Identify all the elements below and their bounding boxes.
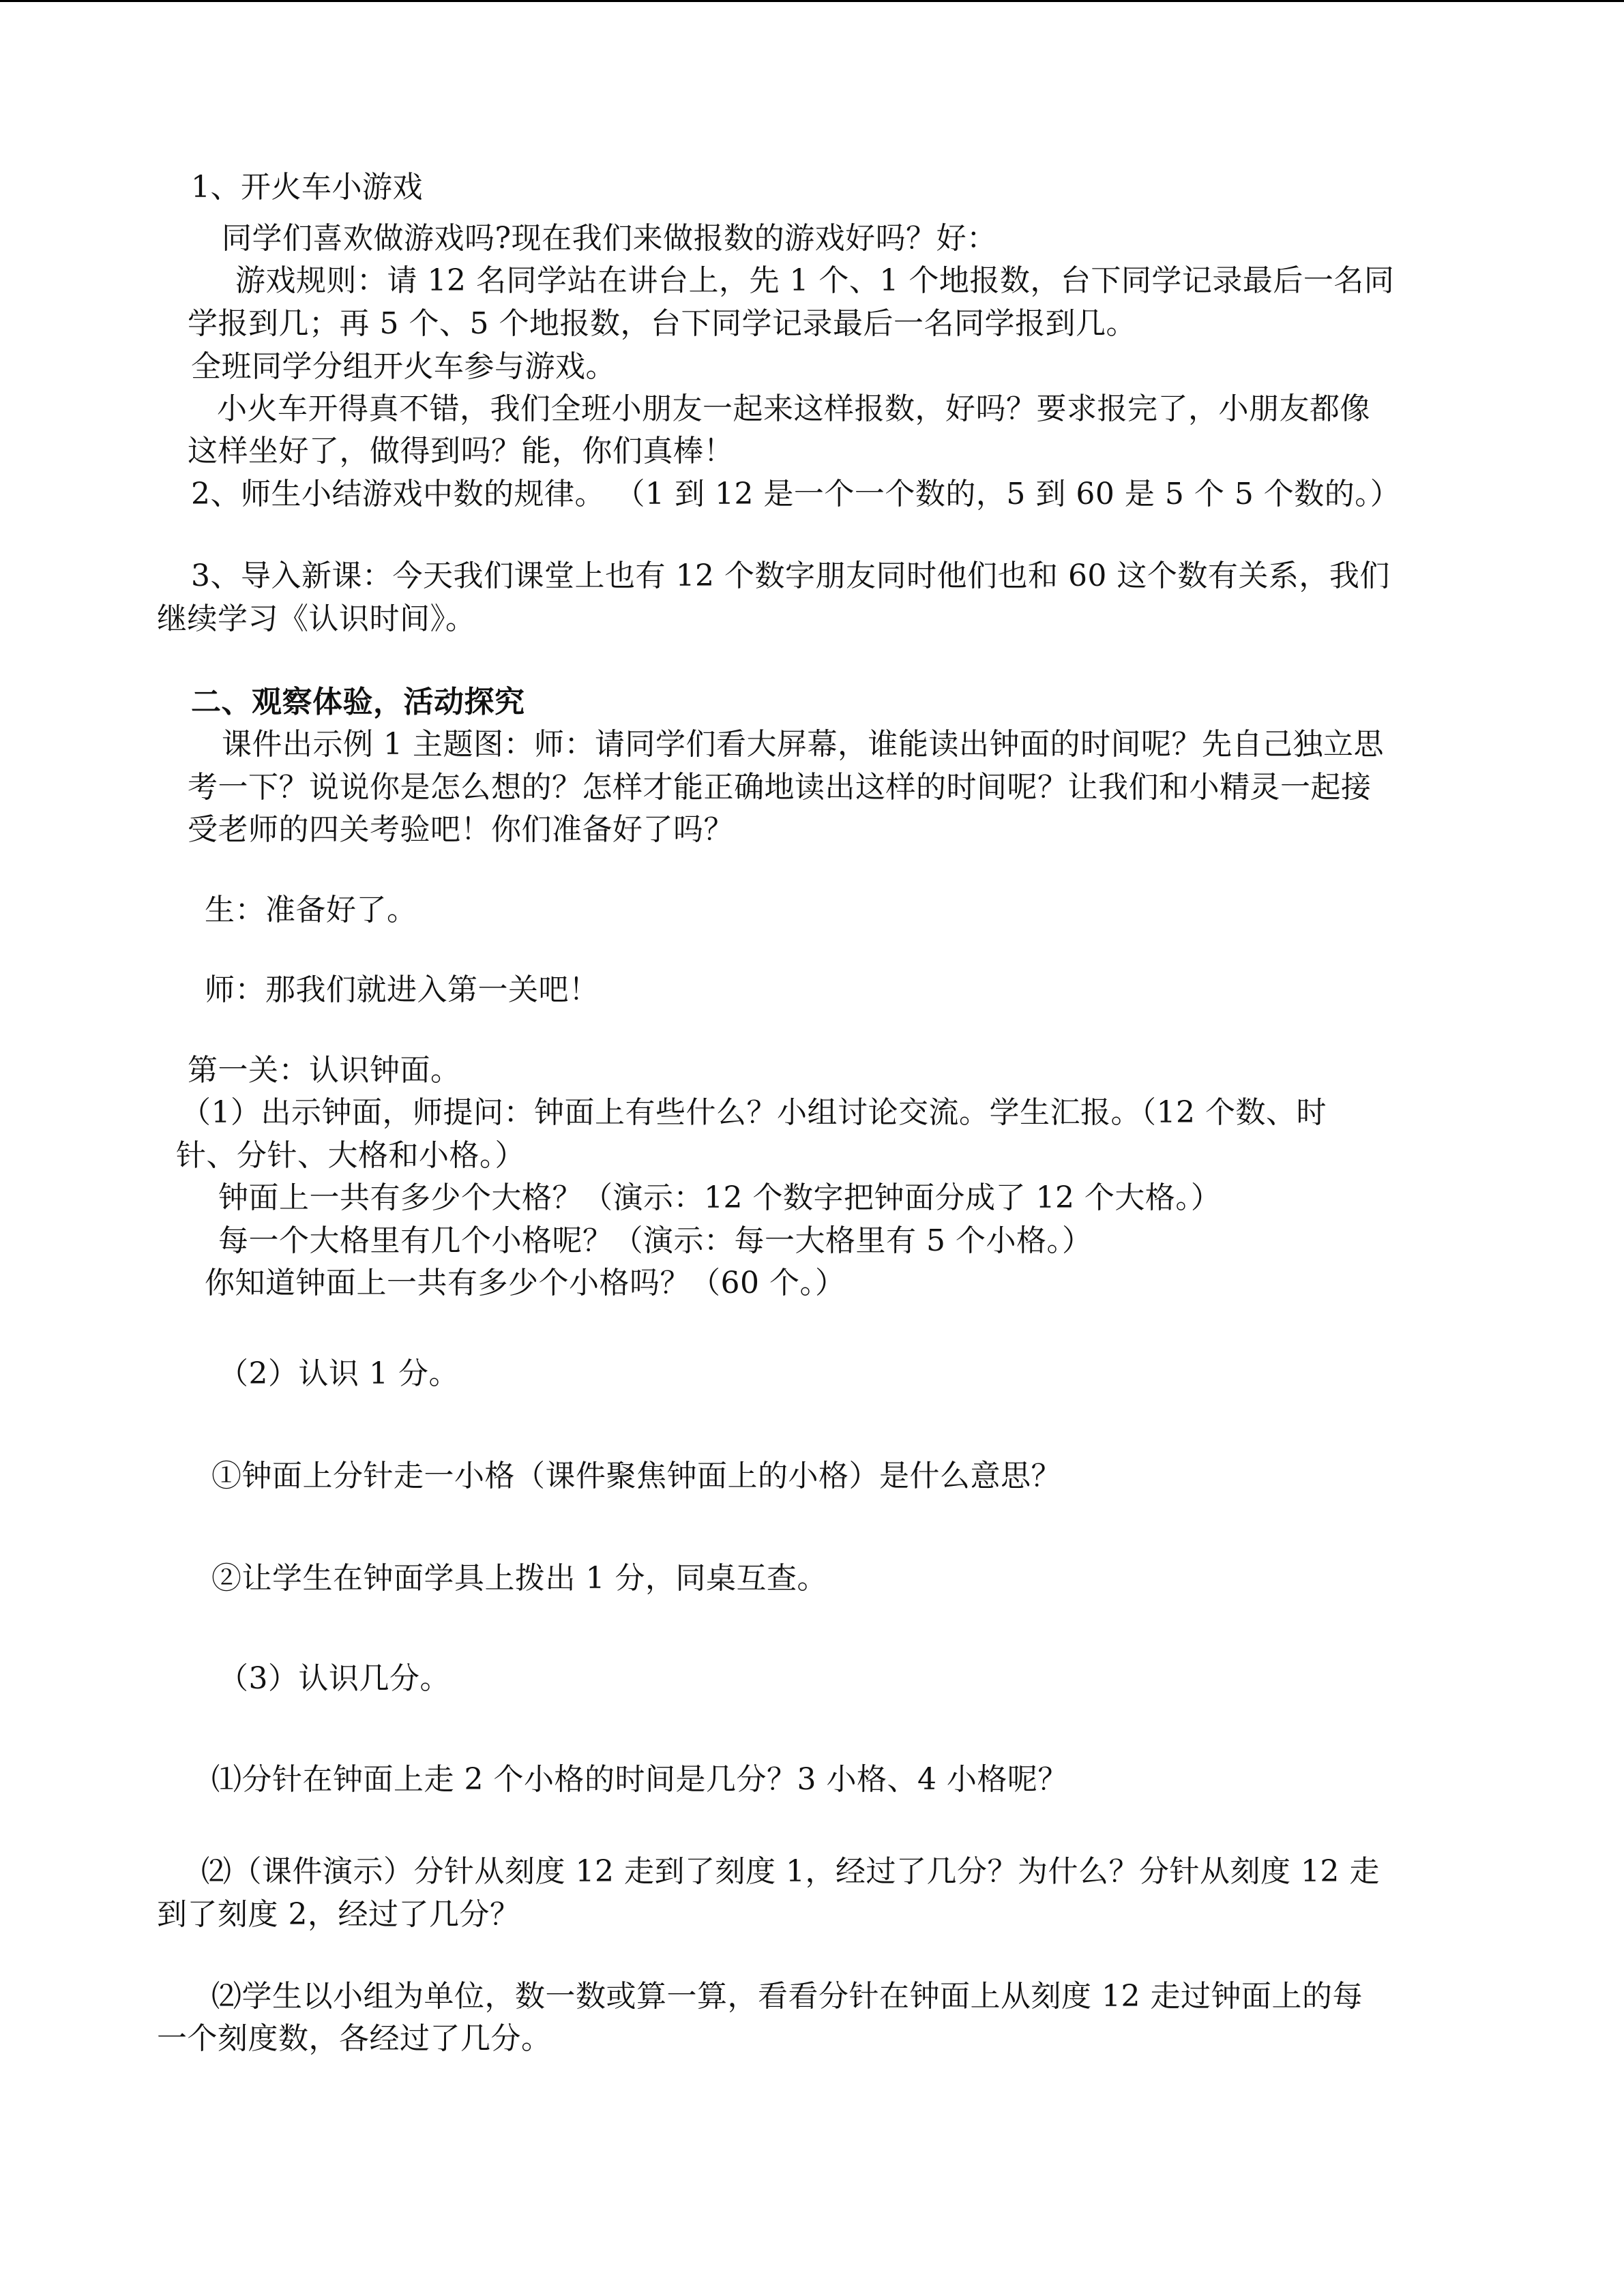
paragraph-line: 同学们喜欢做游戏吗?现在我们来做报数的游戏好吗？好： — [222, 221, 997, 256]
paragraph-line: 考一下？说说你是怎么想的？怎样才能正确地读出这样的时间呢？让我们和小精灵一起接 — [188, 770, 1372, 805]
paragraph-line: ⑴分针在钟面上走 2 个小格的时间是几分？3 小格、4 小格呢？ — [211, 1762, 1068, 1797]
paragraph-line: 钟面上一共有多少个大格？（演示：12 个数字把钟面分成了 12 个大格。） — [218, 1180, 1222, 1215]
paragraph-line: 小火车开得真不错，我们全班小朋友一起来这样报数，好吗？要求报完了，小朋友都像 — [217, 391, 1370, 426]
paragraph-line: 课件出示例 1 主题图：师：请同学们看大屏幕，谁能读出钟面的时间呢？先自己独立思 — [222, 727, 1384, 762]
paragraph-line: 一个刻度数，各经过了几分。 — [157, 2021, 552, 2056]
paragraph-line: 每一个大格里有几个小格呢？（演示：每一大格里有 5 个小格。） — [218, 1223, 1093, 1258]
paragraph-line: ②让学生在钟面学具上拨出 1 分，同桌互查。 — [211, 1561, 827, 1596]
paragraph-line: 到了刻度 2，经过了几分？ — [157, 1897, 520, 1932]
dialogue-line: 师：那我们就进入第一关吧！ — [205, 972, 600, 1007]
summary-line: 2、师生小结游戏中数的规律。 （1 到 12 是一个一个数的，5 到 60 是 5 个 5 个数的。） — [191, 477, 1401, 511]
paragraph-line: 受老师的四关考验吧！你们准备好了吗？ — [188, 812, 734, 847]
paragraph-line: 3、导入新课：今天我们课堂上也有 12 个数字朋友同时他们也和 60 这个数有关系，我们 — [191, 558, 1390, 593]
section-heading-train-game: 1、开火车小游戏 — [191, 170, 423, 205]
paragraph-line: 学报到几；再 5 个、5 个地报数，台下同学记录最后一名同学报到几。 — [188, 306, 1136, 341]
paragraph-line: （1）出示钟面，师提问：钟面上有些什么？小组讨论交流。学生汇报。（12 个数、时 — [181, 1095, 1327, 1130]
paragraph-line: ①钟面上分针走一小格（课件聚焦钟面上的小格）是什么意思？ — [211, 1459, 1061, 1493]
paragraph-line: 你知道钟面上一共有多少个小格吗？（60 个。） — [205, 1266, 846, 1300]
paragraph-line: 针、分针、大格和小格。） — [176, 1138, 525, 1173]
subsection-item: （3）认识几分。 — [218, 1661, 450, 1696]
dialogue-line: 生：准备好了。 — [205, 893, 417, 927]
subsection-item: （2）认识 1 分。 — [218, 1356, 459, 1391]
paragraph-line: 继续学习《认识时间》。 — [157, 601, 476, 636]
paragraph-line: 这样坐好了，做得到吗？能，你们真棒！ — [188, 434, 734, 468]
subsection-heading: 第一关：认识钟面。 — [188, 1053, 461, 1088]
paragraph-line: 游戏规则：请 12 名同学站在讲台上，先 1 个、1 个地报数，台下同学记录最后一名同 — [235, 263, 1395, 298]
paragraph-line: 全班同学分组开火车参与游戏。 — [191, 349, 616, 384]
section-heading-observe: 二、观察体验，活动探究 — [191, 685, 525, 719]
paragraph-line: ⑵学生以小组为单位，数一数或算一算，看看分针在钟面上从刻度 12 走过钟面上的每 — [211, 1979, 1363, 2014]
paragraph-line: ⑵（课件演示）分针从刻度 12 走到了刻度 1，经过了几分？为什么？分针从刻度 12 走 — [201, 1854, 1380, 1889]
